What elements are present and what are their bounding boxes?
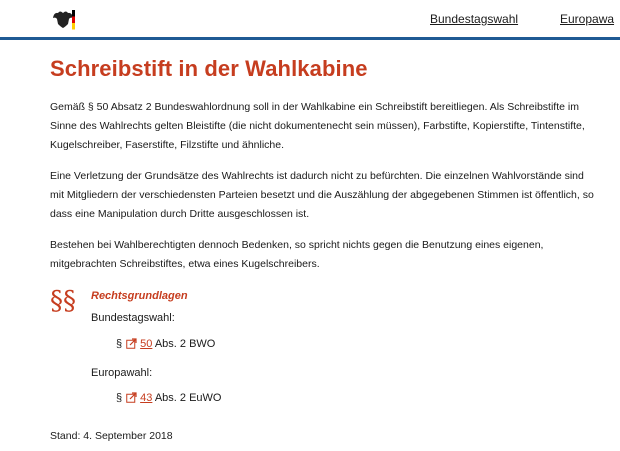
federal-eagle-icon[interactable] [48, 8, 78, 32]
legal-reference-bwo [116, 338, 215, 350]
section-link-50[interactable]: 50 [140, 338, 153, 350]
reference-suffix: Abs. 2 BWO [154, 338, 216, 350]
top-navigation-bar [0, 0, 620, 40]
nav-link-bundestagswahl[interactable]: Bundestagswahl [430, 12, 519, 26]
law-label-bundestagswahl: Bundestagswahl: [91, 312, 175, 324]
section-link-43[interactable]: 43 [140, 392, 153, 404]
law-label-europawahl: Europawahl: [91, 367, 153, 379]
last-updated-date: Stand: 4. September 2018 [50, 430, 173, 442]
nav-link-europawahl[interactable]: Europawa [560, 12, 615, 26]
paragraph-sign-icon: §§ [50, 286, 76, 316]
section-symbol: § [116, 392, 123, 404]
legal-basis-heading: Rechtsgrundlagen [91, 290, 188, 302]
article-paragraph: Gemäß § 50 Absatz 2 Bundeswahlordnung soll in der Wahlkabine ein Schreibstift bereitliegen. Als Schreibstifte im Sinne des Wahlrechts gelten Bleistifte (die nicht dokumentenecht sein müssen), Farbstifte, Kopierstifte, Tintenstifte, Kugelschreiber, Faserstifte, Filzstifte und ähnliche. [50, 101, 585, 151]
section-symbol: § [116, 338, 123, 350]
article-paragraph: Bestehen bei Wahlberechtigten dennoch Bedenken, so spricht nichts gegen die Benutzung eines eigenen, mitgebrachten Schreibstiftes, etwa eines Kugelschreibers. [50, 239, 544, 270]
page-title: Schreibstift in der Wahlkabine [50, 56, 368, 81]
article-paragraph: Eine Verletzung der Grundsätze des Wahlrechts ist dadurch nicht zu befürchten. Die einzelnen Wahlvorstände sind mit Mitgliedern der verschiedensten Parteien besetzt und die Auszählung der abgegebenen Stimmen ist öffentlich, so dass eine Manipulation durch Dritte ausgeschlossen ist. [50, 170, 594, 220]
external-link-icon[interactable] [126, 392, 137, 403]
reference-suffix: Abs. 2 EuWO [154, 392, 222, 404]
legal-reference-euwo [116, 392, 221, 404]
external-link-icon[interactable] [126, 338, 137, 349]
